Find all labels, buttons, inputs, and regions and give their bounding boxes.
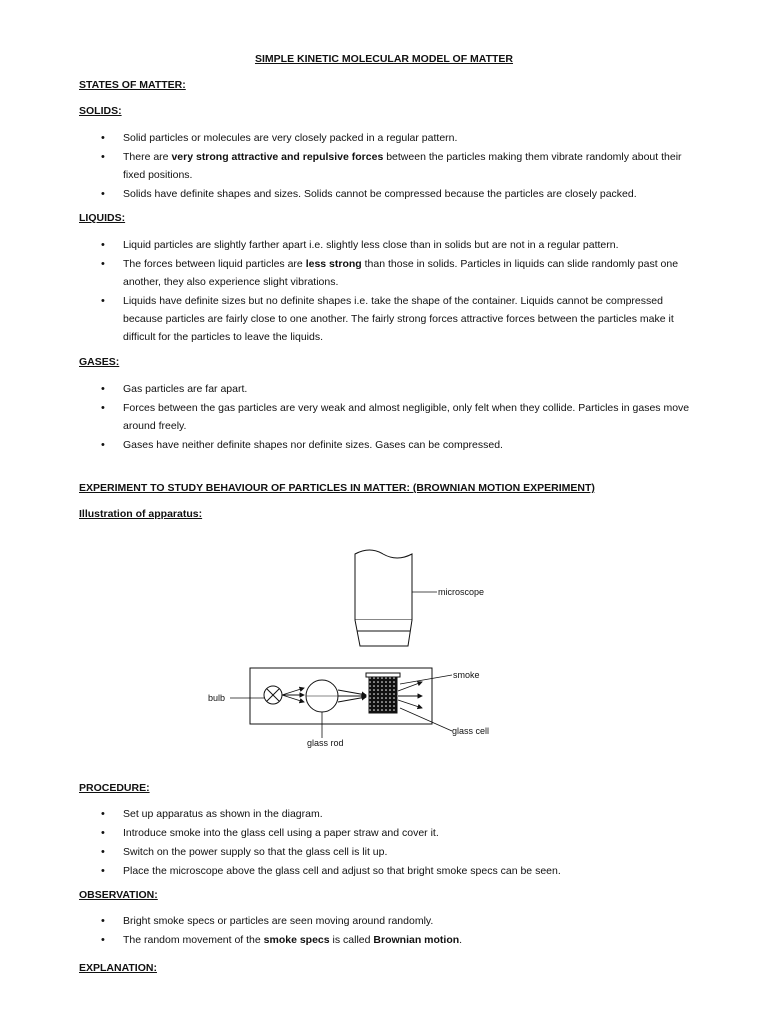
list-item — [79, 912, 694, 930]
glass-cell-label: glass cell — [452, 726, 490, 736]
list-item — [79, 129, 694, 147]
text-span: is called — [329, 934, 374, 946]
bold-text: smoke specs — [263, 934, 330, 946]
bold-text: very strong attractive and repulsive forces — [171, 151, 384, 163]
microscope-label: microscope — [438, 587, 485, 597]
text-span: . — [459, 934, 463, 946]
text-span: Liquids have definite sizes but no definite shapes i.e. take the shape of the container. Liquids cannot be compressed because particles are fairly close to one another. The fairly strong forces attractive forces between the particles make it difficult for the particles to leave the liquids. — [123, 295, 674, 343]
smoke-label: smoke — [453, 670, 480, 680]
text-span: Introduce smoke into the glass cell using a paper straw and cover it. — [123, 827, 439, 839]
text-span: Set up apparatus as shown in the diagram. — [123, 808, 323, 820]
microscope-icon — [355, 550, 412, 646]
text-span: Liquid particles are slightly farther apart i.e. slightly less close than in solids but are not in a regular pattern. — [123, 239, 619, 251]
text-span: Switch on the power supply so that the glass cell is lit up. — [123, 846, 388, 858]
apparatus-svg — [200, 540, 500, 755]
gases-list — [79, 380, 694, 455]
liquids-list — [79, 236, 694, 347]
text-span: The forces between liquid particles are — [123, 258, 306, 270]
list-item — [79, 931, 694, 949]
list-item — [79, 380, 694, 398]
text-span: Solids have definite shapes and sizes. Solids cannot be compressed because the particles are closely packed. — [123, 188, 637, 200]
text-span: Bright smoke specs or particles are seen moving around randomly. — [123, 915, 434, 927]
bulb-icon — [264, 686, 282, 704]
list-item — [79, 185, 694, 203]
procedure-list — [79, 805, 694, 881]
text-span: The random movement of the — [123, 934, 264, 946]
list-item — [79, 843, 694, 861]
text-span: Solid particles or molecules are very closely packed in a regular pattern. — [123, 132, 458, 144]
experiment-heading: EXPERIMENT TO STUDY BEHAVIOUR OF PARTICLES IN MATTER: (BROWNIAN MOTION EXPERIMENT) — [79, 482, 595, 494]
brownian-apparatus-diagram — [200, 540, 500, 755]
bold-text: less strong — [305, 258, 362, 270]
text-span: Gas particles are far apart. — [123, 383, 248, 395]
solids-list — [79, 129, 694, 204]
states-heading: STATES OF MATTER: — [79, 79, 186, 91]
list-item — [79, 292, 694, 346]
text-span: than those in solids. Particles in liquids can slide randomly past one another, they also experience slight vibrations. — [123, 258, 679, 288]
glass-cell-pointer — [400, 708, 452, 731]
illustration-heading: Illustration of apparatus: — [79, 508, 203, 520]
list-item — [79, 255, 694, 291]
text-span: Place the microscope above the glass cell and adjust so that bright smoke specs can be seen. — [123, 865, 561, 877]
text-span: There are — [123, 151, 172, 163]
bulb-label: bulb — [208, 693, 226, 703]
bold-text: Brownian motion — [373, 934, 460, 946]
list-item — [79, 805, 694, 823]
observation-list — [79, 912, 694, 950]
light-rays — [282, 682, 422, 708]
list-item — [79, 862, 694, 880]
list-item — [79, 399, 694, 435]
list-item — [79, 824, 694, 842]
list-item — [79, 436, 694, 454]
glass-rod-icon — [306, 680, 338, 712]
text-span: Gases have neither definite shapes nor definite sizes. Gases can be compressed. — [123, 439, 503, 451]
glass-rod-label: glass rod — [307, 738, 344, 748]
text-span: between the particles making them vibrate randomly about their fixed positions. — [123, 151, 682, 181]
list-item — [79, 148, 694, 184]
smoke-pointer — [400, 675, 452, 684]
solids-heading: SOLIDS: — [79, 105, 122, 117]
procedure-heading: PROCEDURE: — [79, 782, 150, 794]
gases-heading: GASES: — [79, 356, 120, 368]
observation-heading: OBSERVATION: — [79, 889, 158, 901]
liquids-heading: LIQUIDS: — [79, 212, 126, 224]
explanation-heading: EXPLANATION: — [79, 962, 157, 974]
list-item — [79, 236, 694, 254]
page-title: SIMPLE KINETIC MOLECULAR MODEL OF MATTER — [254, 53, 514, 65]
glass-cell-icon — [366, 673, 400, 713]
text-span: Forces between the gas particles are very weak and almost negligible, only felt when they collide. Particles in gases move around freely. — [123, 402, 690, 432]
